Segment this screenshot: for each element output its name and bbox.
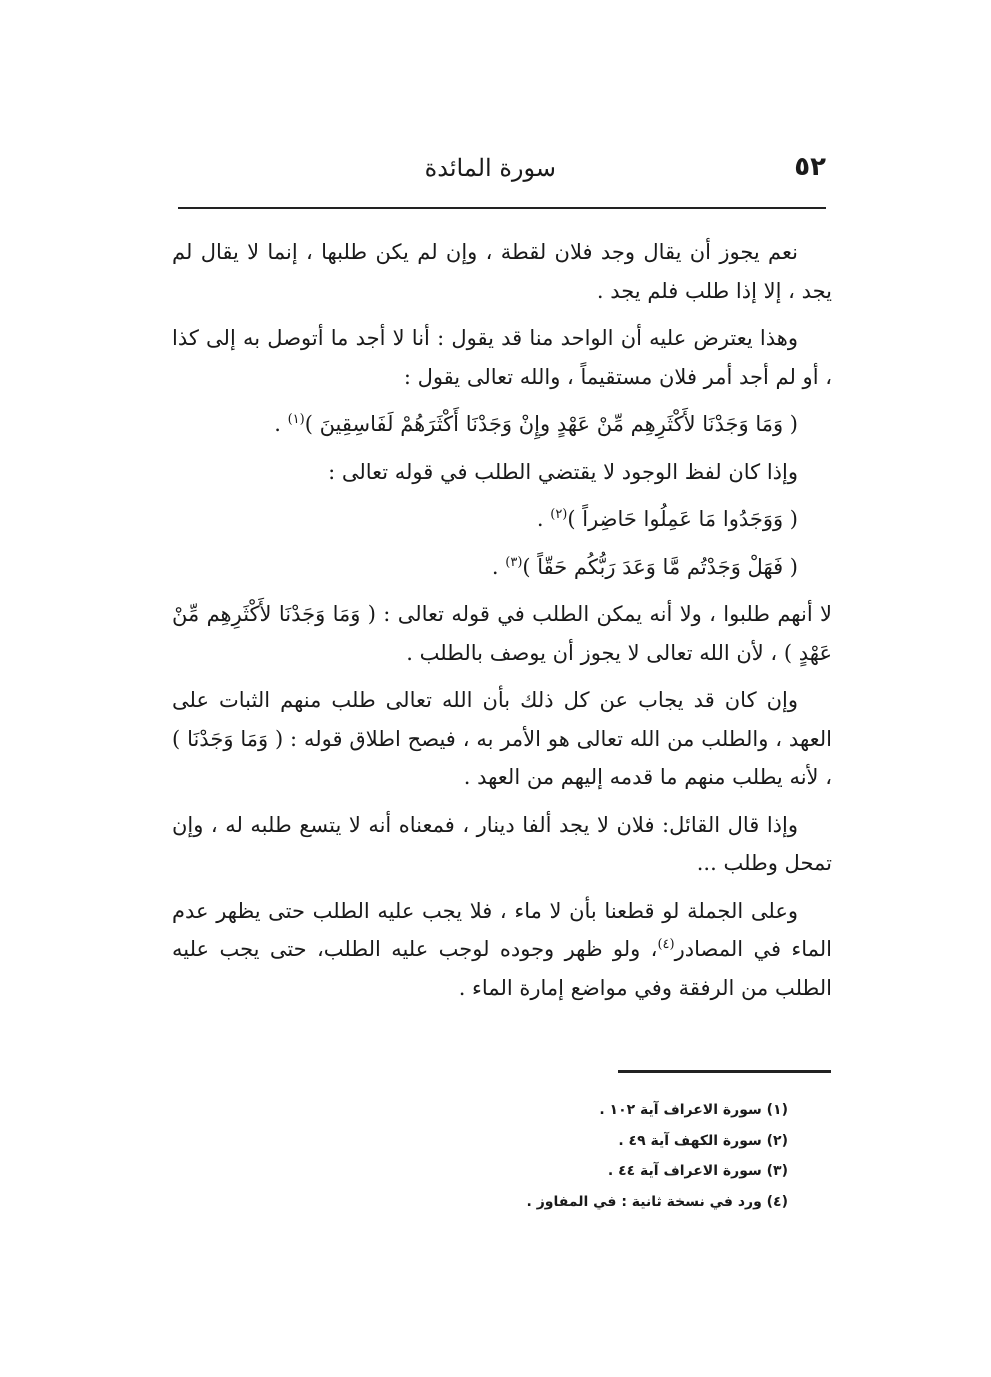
footnote-divider xyxy=(618,1070,831,1073)
paragraph xyxy=(172,595,832,672)
page-number: ٥٢ xyxy=(794,152,826,182)
verse-period: . xyxy=(536,507,551,531)
footnote-4: (٤) ورد في نسخة ثانية : في المفاوز . xyxy=(526,1193,788,1210)
paragraph xyxy=(172,681,832,797)
paragraph xyxy=(172,319,832,396)
paragraph-text: ، ولو ظهر وجوده لوجب عليه الطلب، حتى يجب عليه الطلب من الرفقة وفي مواضع إمارة الماء . xyxy=(172,937,832,1000)
quran-verse xyxy=(172,548,832,587)
verse-text: ( وَمَا وَجَدْنَا لأَكْثَرِهِم مِّنْ عَهْدٍ وإِنْ وَجَدْنَا أَكْثَرَهُمْ لَفَاسِقِينَ ) xyxy=(304,412,798,436)
footnote-3: (٣) سورة الاعراف آية ٤٤ . xyxy=(607,1163,788,1179)
page-header xyxy=(178,152,826,188)
running-title: سورة المائدة xyxy=(424,154,556,182)
paragraph-text: وإذا كان لفظ الوجود لا يقتضي الطلب في قوله تعالى : xyxy=(328,459,798,484)
paragraph-text: وإن كان قد يجاب عن كل ذلك بأن الله تعالى طلب منهم الثبات على العهد ، والطلب من الله تعالى هو الأمر به ، فيصح اطلاق قوله : ( وَمَا وَجَدْنَا ) ، لأنه يطلب منهم ما قدمه إليهم من العهد . xyxy=(172,688,832,789)
footnote-ref-1: (١) xyxy=(287,412,305,427)
paragraph-text: وعلى الجملة لو قطعنا بأن لا ماء ، فلا يجب عليه الطلب حتى يظهر عدم الماء في المصادر xyxy=(172,898,832,961)
paragraph xyxy=(172,806,832,883)
paragraph-text: لا أنهم طلبوا ، ولا أنه يمكن الطلب في قوله تعالى : ( وَمَا وَجَدْنَا لأَكْثَرِهِم مِّنْ عَهْدٍ ) ، لأن الله تعالى لا يجوز أن يوصف بالطلب . xyxy=(172,602,832,665)
paragraph-text: نعم يجوز أن يقال وجد فلان لقطة ، وإن لم يكن طلبها ، إنما لا يقال لم يجد ، إلا إذا طلب فلم يجد . xyxy=(172,240,832,303)
paragraph xyxy=(172,892,832,1008)
header-divider xyxy=(178,207,826,209)
quran-verse xyxy=(172,500,832,539)
footnote-ref-2: (٢) xyxy=(550,507,568,522)
paragraph xyxy=(172,233,832,310)
quran-verse xyxy=(172,405,832,444)
footnote-1: (١) سورة الاعراف آية ١٠٢ . xyxy=(599,1102,788,1118)
footnote-ref-4: (٤) xyxy=(657,937,675,952)
main-text xyxy=(172,233,832,1016)
verse-text: ( فَهَلْ وَجَدْتُم مَّا وَعَدَ رَبُّكُم حَقّاً ) xyxy=(522,554,798,579)
paragraph xyxy=(172,453,832,492)
footnotes xyxy=(400,1095,788,1217)
footnote-2: (٢) سورة الكهف آية ٤٩ . xyxy=(618,1132,788,1149)
verse-period: . xyxy=(274,412,288,436)
paragraph-text: وإذا قال القائل: فلان لا يجد ألفا دينار ، فمعناه أنه لا يتسع طلبه له ، وإن تمحل وطلب ... xyxy=(172,812,832,875)
footnote-ref-3: (٣) xyxy=(505,554,523,570)
paragraph-text: وهذا يعترض عليه أن الواحد منا قد يقول : أنا لا أجد ما أتوصل به إلى كذا ، أو لم أجد أمر فلان مستقيماً ، والله تعالى يقول : xyxy=(172,326,832,389)
verse-period: . xyxy=(491,554,506,579)
verse-text: ( وَوَجَدُوا مَا عَمِلُوا حَاضِراً ) xyxy=(567,507,798,531)
